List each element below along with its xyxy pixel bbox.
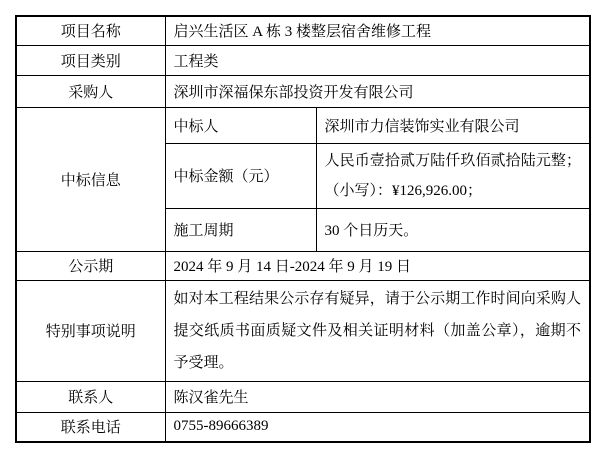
table-row [16,381,590,412]
project-name-value: 启兴生活区 A 栋 3 楼整层宿舍维修工程 [165,16,590,45]
contact-phone-label: 联系电话 [16,412,165,442]
project-name-label: 项目名称 [16,16,165,45]
table-row [16,280,590,381]
contact-phone-value: 0755-89666389 [165,412,590,442]
purchaser-label: 采购人 [16,75,165,107]
table-row [16,412,590,442]
bid-info-label: 中标信息 [16,107,165,251]
publicity-period-label: 公示期 [16,251,165,280]
project-category-value: 工程类 [165,45,590,75]
special-notes-value: 如对本工程结果公示存有疑异，请于公示期工作时间向采购人提交纸质书面质疑文件及相关证明材料（加盖公章），逾期不予受理。 [165,280,590,381]
special-notes-label: 特别事项说明 [16,280,165,381]
winner-label: 中标人 [165,107,316,143]
bid-result-table [15,15,591,443]
bid-amount-label: 中标金额（元） [165,143,316,208]
contact-person-label: 联系人 [16,381,165,412]
construction-period-value: 30 个日历天。 [316,208,590,251]
construction-period-label: 施工周期 [165,208,316,251]
winner-value: 深圳市力信装饰实业有限公司 [316,107,590,143]
publicity-period-value: 2024 年 9 月 14 日-2024 年 9 月 19 日 [165,251,590,280]
table-row [16,75,590,107]
table-row [16,45,590,75]
table-row [16,16,590,45]
project-category-label: 项目类别 [16,45,165,75]
purchaser-value: 深圳市深福保东部投资开发有限公司 [165,75,590,107]
table-row [16,251,590,280]
bid-amount-value: 人民币壹拾贰万陆仟玖佰贰拾陆元整；（小写）：¥126,926.00； [316,143,590,208]
table-row [16,107,590,143]
contact-person-value: 陈汉雀先生 [165,381,590,412]
